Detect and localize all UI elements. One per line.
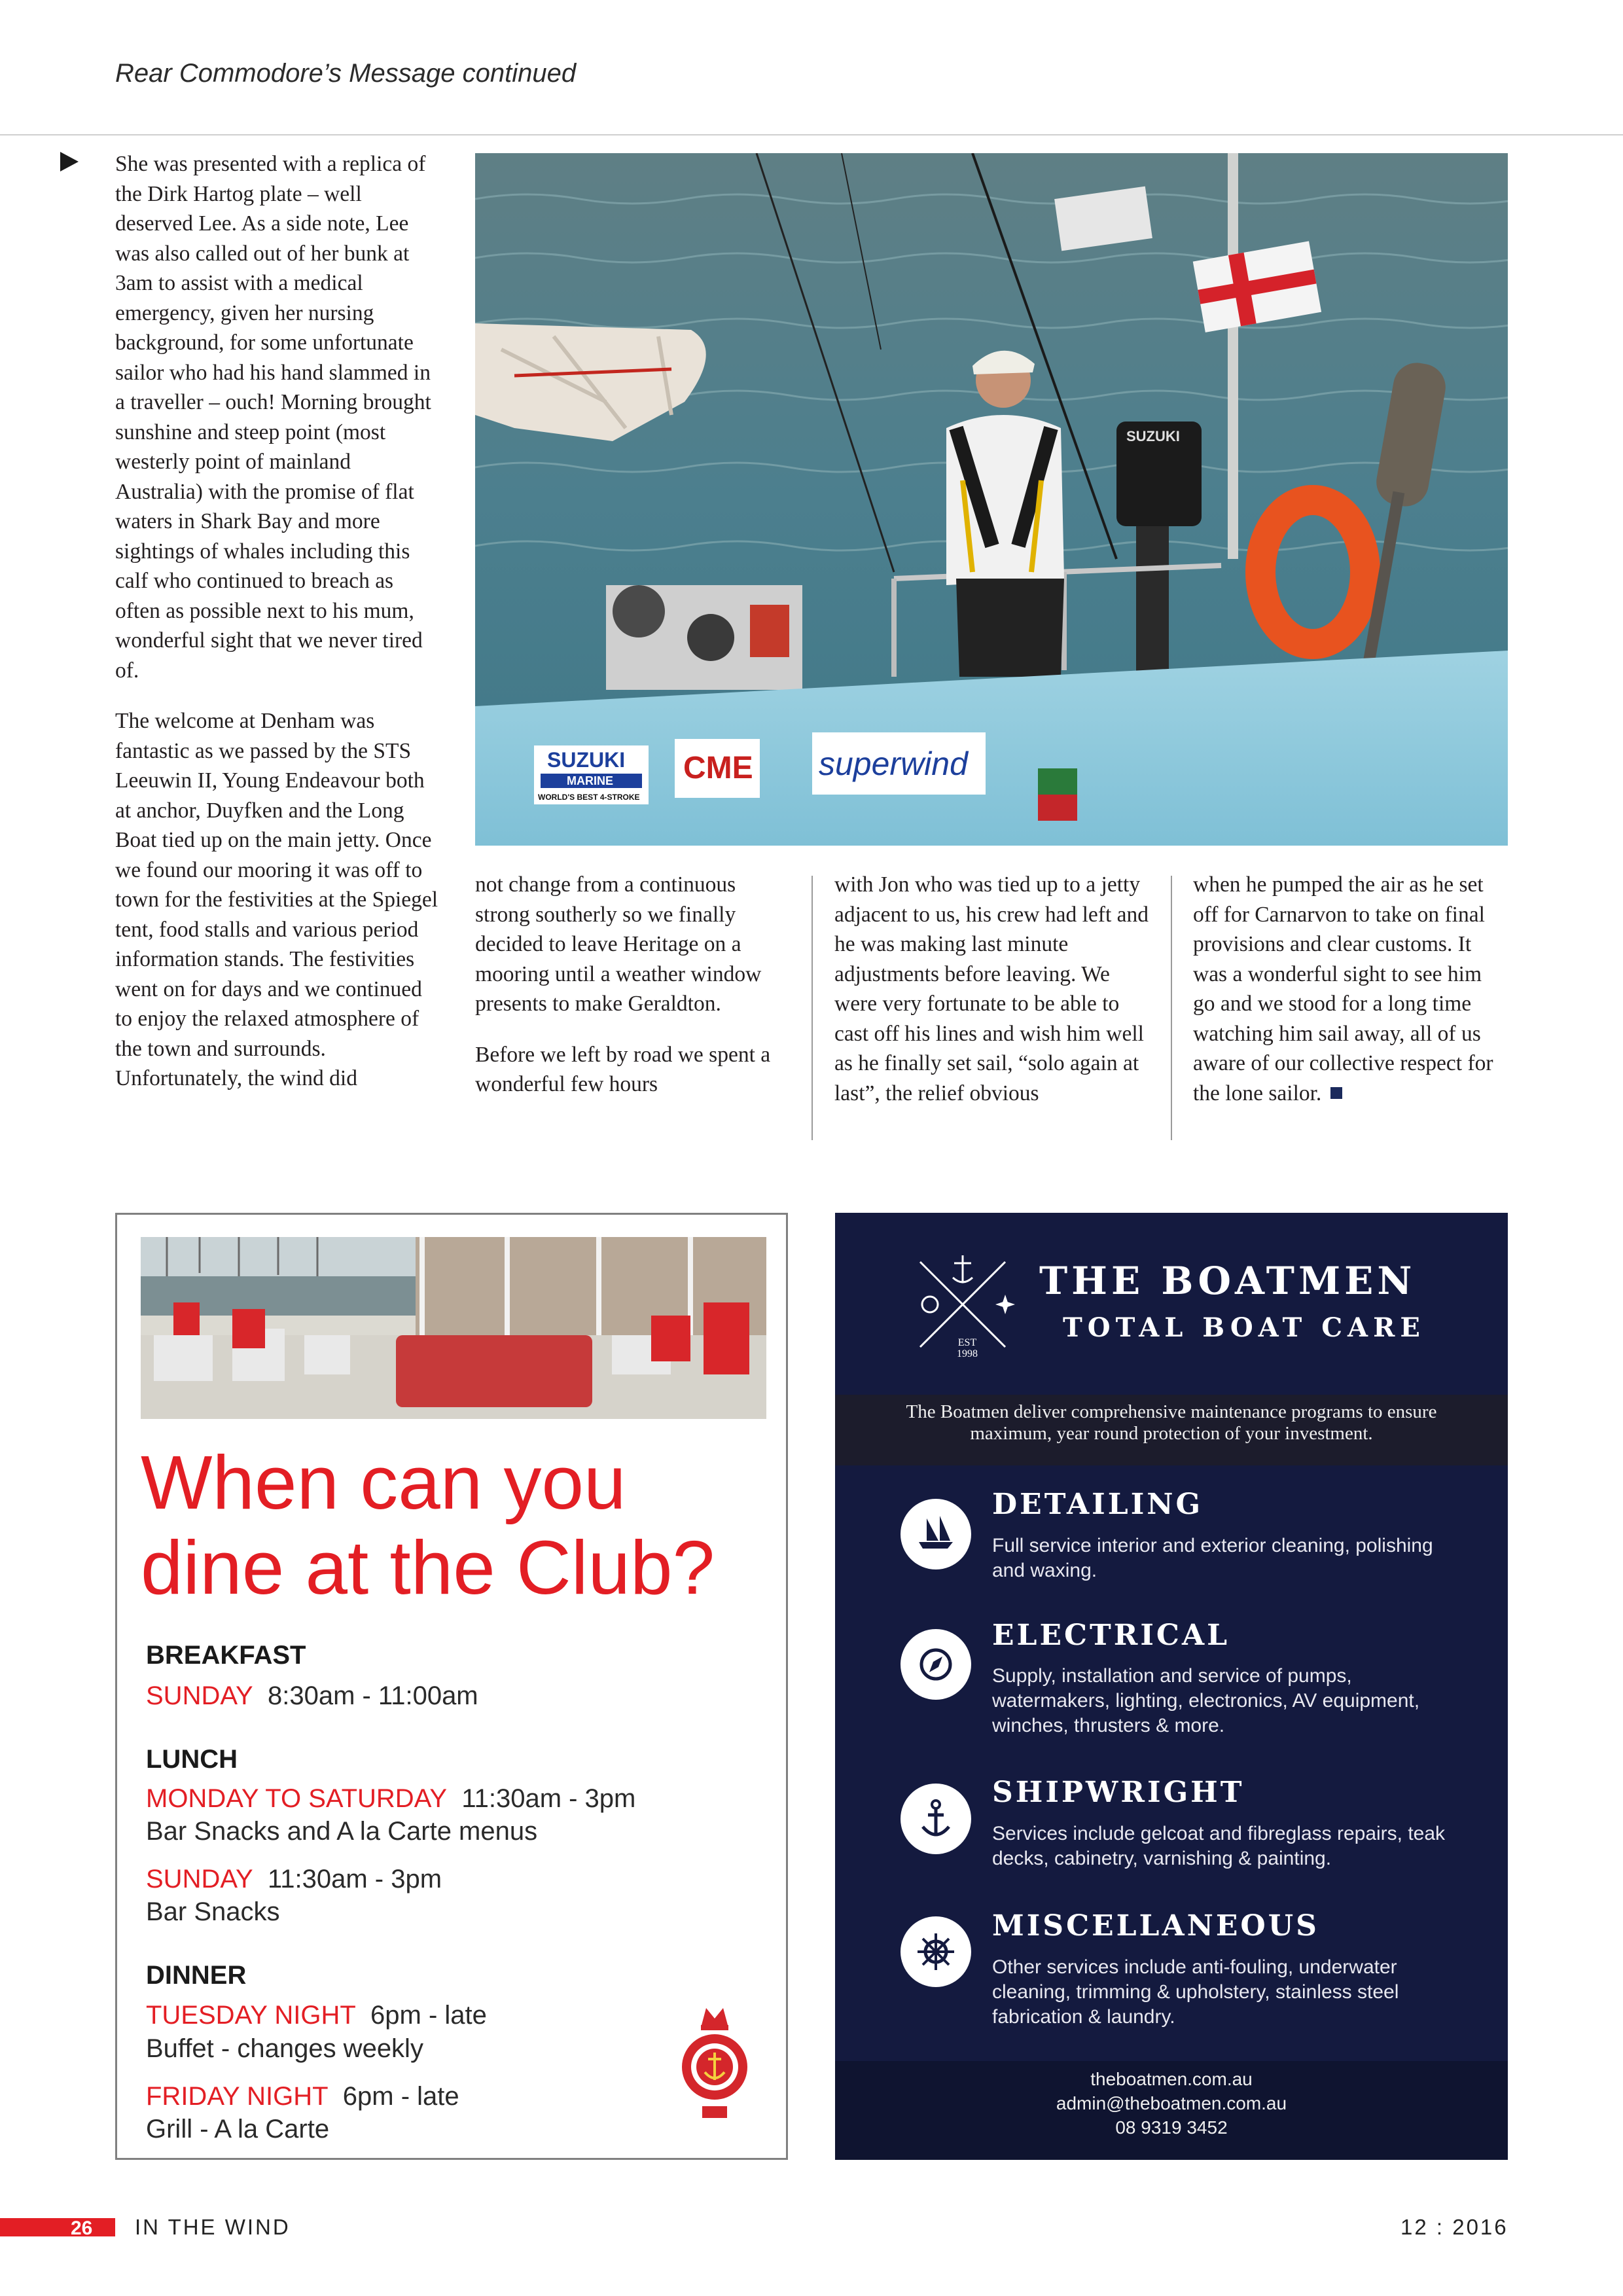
dining-headline-line: When can you	[141, 1440, 626, 1525]
article-column-d	[1193, 870, 1507, 1108]
breakfast-hours	[146, 1681, 478, 1711]
article-end-mark-icon	[1330, 1087, 1342, 1099]
service-description: Full service interior and exterior cleaning, polishing and waxing.	[992, 1535, 1433, 1581]
helm-wheel-icon	[901, 1916, 971, 1987]
continued-arrow-icon	[60, 152, 79, 171]
boatmen-ad	[835, 1213, 1508, 2160]
issue-date: 12 : 2016	[1400, 2215, 1508, 2239]
dinner-hours-tuesday	[146, 2001, 487, 2030]
article-paragraph: Before we left by road we spent a wonderful few hours	[475, 1042, 771, 1096]
article-photo-sailor	[475, 153, 1508, 846]
compass-icon	[901, 1629, 971, 1700]
column-divider	[812, 876, 813, 1140]
hull-sponsor-text: WORLD'S BEST 4-STROKE	[538, 793, 640, 802]
magazine-name: IN THE WIND	[135, 2215, 291, 2239]
dining-hours-ad	[115, 1213, 788, 2160]
dining-headline	[141, 1440, 769, 1610]
boatmen-intro: The Boatmen deliver comprehensive maintenance programs to ensure maximum, year round protection of your investment.	[906, 1401, 1437, 1444]
dining-day: FRIDAY NIGHT	[146, 2082, 329, 2111]
website-link[interactable]: theboatmen.com.au	[1090, 2069, 1253, 2089]
est-badge	[957, 1337, 978, 1359]
service-title: MISCELLANEOUS	[992, 1909, 1319, 1943]
dining-time: 6pm - late	[342, 2082, 459, 2111]
phone-number: 08 9319 3452	[1115, 2117, 1228, 2138]
dining-terrace-photo	[141, 1237, 766, 1419]
section-header: Rear Commodore’s Message continued	[115, 59, 577, 88]
ship-icon	[901, 1499, 971, 1570]
article-paragraph	[1193, 870, 1507, 1108]
dinner-menu-note: Grill - A la Carte	[146, 2115, 330, 2144]
article-column-c	[834, 870, 1149, 1108]
article-column-b	[475, 870, 789, 1100]
service-description: Supply, installation and service of pumps, watermakers, lighting, electronics, AV equipment, winches, thrusters & more.	[992, 1665, 1420, 1736]
article-paragraph: with Jon who was tied up to a jetty adjacent to us, his crew had left and he was making last minute adjustments before leaving. We were very fortunate to be able to cast off his lines and wish him well as he finally set sail, “solo again at last”, the relief obvious	[834, 872, 1149, 1105]
article-paragraph: not change from a continuous strong southerly so we finally decided to leave Heritage on a mooring until a weather window presents to make Geraldton.	[475, 872, 762, 1016]
boatmen-tagline: TOTAL BOAT CARE	[1063, 1312, 1425, 1343]
dining-time: 6pm - late	[370, 2001, 487, 2030]
dining-time: 11:30am - 3pm	[461, 1784, 636, 1813]
lunch-heading: LUNCH	[146, 1745, 238, 1774]
dining-day: SUNDAY	[146, 1865, 253, 1893]
email-link[interactable]: admin@theboatmen.com.au	[1056, 2093, 1287, 2113]
dinner-heading: DINNER	[146, 1961, 247, 1990]
dining-day: MONDAY TO SATURDAY	[146, 1784, 448, 1813]
dining-time: 11:30am - 3pm	[267, 1865, 442, 1893]
engine-brand-text: SUZUKI	[1126, 428, 1180, 444]
article-paragraph: She was presented with a replica of the Dirk Hartog plate – well deserved Lee. As a side note, Lee was also called out of her bunk at 3am to assist with a medical emergency, given her nursing background, for some unfortunate sailor who had his hand slammed in a traveller – ouch! Morning brought sunshine and steep point (most westerly point of mainland Australia) with the promise of flat waters in Shark Bay and more sightings of whales including this calf who continued to breach as often as possible next to his mum, wonderful sight that we never tired of.	[115, 152, 431, 683]
est-year: 1998	[957, 1348, 978, 1359]
dining-day: SUNDAY	[146, 1681, 253, 1710]
dining-day: TUESDAY NIGHT	[146, 2001, 356, 2030]
article-column-left	[115, 149, 442, 1094]
page-number: 26	[71, 2217, 93, 2239]
service-title: SHIPWRIGHT	[992, 1776, 1245, 1809]
dinner-menu-note: Buffet - changes weekly	[146, 2034, 423, 2063]
article-end-text: when he pumped the air as he set off for Carnarvon to take on final provisions and clear customs. It was a wonderful sight to see him go and we stood for a long time watching him sail away, all of us aware of our collective respect for the lone sailor.	[1193, 872, 1493, 1105]
service-description: Other services include anti-fouling, underwater cleaning, trimming & upholstery, stainless steel fabrication & laundry.	[992, 1956, 1399, 2028]
dining-headline-line: dine at the Club?	[141, 1525, 715, 1610]
lunch-hours-weekday	[146, 1784, 635, 1814]
footer-accent-bar	[0, 2218, 115, 2236]
lunch-menu-note: Bar Snacks	[146, 1897, 280, 1926]
column-divider	[1171, 876, 1172, 1140]
breakfast-heading: BREAKFAST	[146, 1641, 306, 1670]
est-label: EST	[957, 1337, 977, 1348]
service-description: Services include gelcoat and fibreglass repairs, teak decks, cabinetry, varnishing & painting.	[992, 1823, 1446, 1869]
dinner-hours-friday	[146, 2082, 459, 2111]
dining-time: 8:30am - 11:00am	[267, 1681, 478, 1710]
hull-sponsor-text: MARINE	[567, 774, 613, 787]
hull-sponsor-text: superwind	[819, 745, 968, 782]
hull-sponsor-text: SUZUKI	[547, 748, 626, 772]
anchor-icon	[901, 1784, 971, 1854]
header-divider	[0, 134, 1623, 135]
article-paragraph: The welcome at Denham was fantastic as we passed by the STS Leeuwin II, Young Endeavour both at anchor, Duyfken and the Long Boat tied up on the main jetty. Once we found our mooring it was off to town for the festivities at the Spiegel tent, food stalls and various period information stands. The festivities went on for days and we continued to enjoy the relaxed atmosphere of the town and surrounds. Unfortunately, the wind did	[115, 709, 438, 1090]
lunch-menu-note: Bar Snacks and A la Carte menus	[146, 1817, 538, 1846]
club-crest-logo	[679, 1999, 751, 2143]
lunch-hours-sunday	[146, 1865, 442, 1894]
service-title: DETAILING	[992, 1488, 1204, 1521]
service-title: ELECTRICAL	[992, 1619, 1230, 1652]
boatmen-brand-name: THE BOATMEN	[1039, 1259, 1416, 1303]
hull-sponsor-text: CME	[683, 751, 753, 785]
